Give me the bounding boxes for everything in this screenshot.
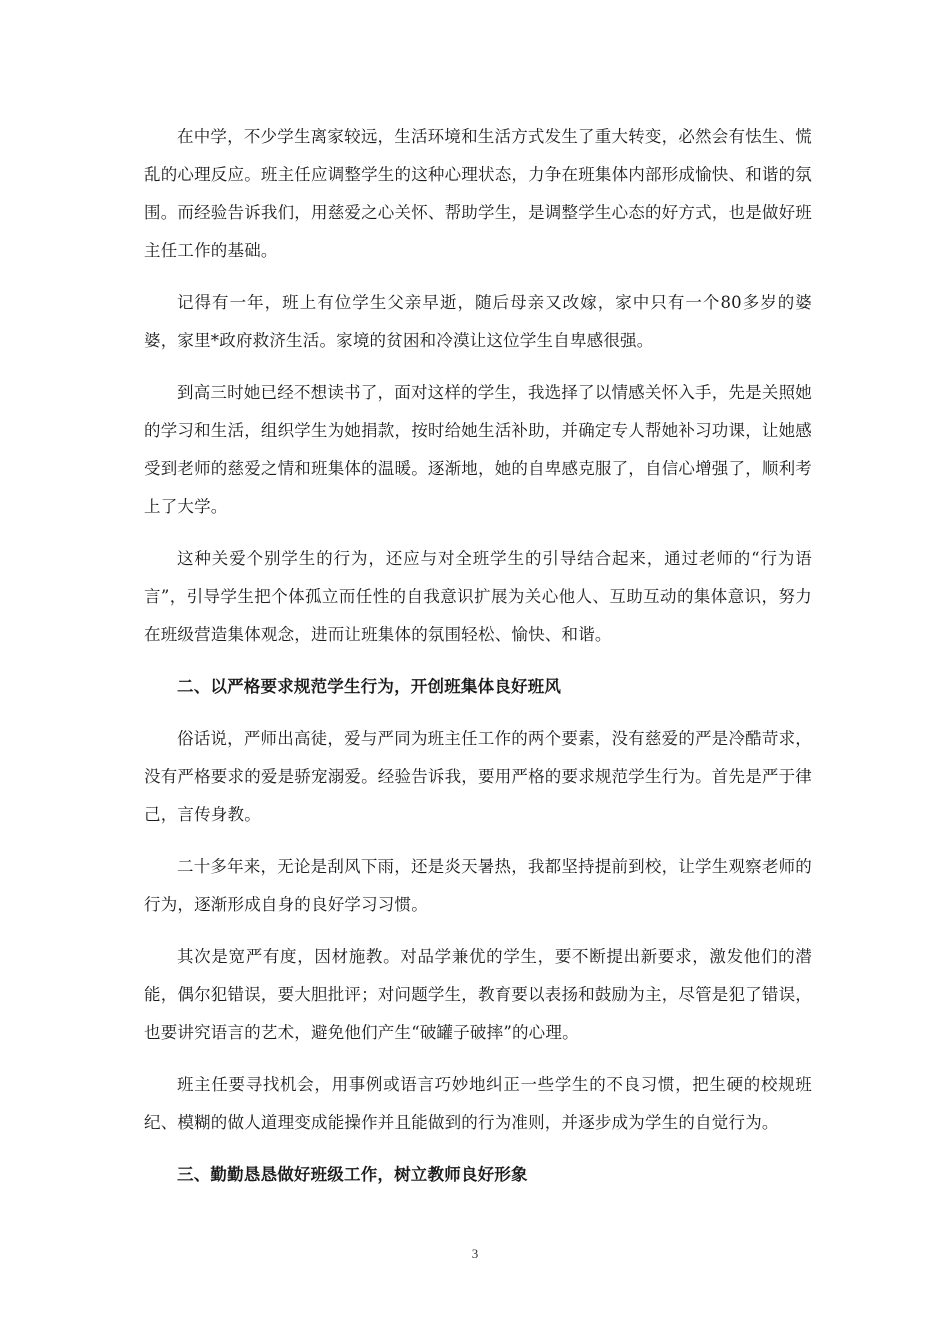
body-paragraph: 其次是宽严有度，因材施教。对品学兼优的学生，要不断提出新要求，激发他们的潜能，偶尔犯错误，要大胆批评；对问题学生，教育要以表扬和鼓励为主，尽管是犯了错误，也要讲究语言的艺术，避免他们产生“破罐子破摔”的心理。 [144,947,812,1042]
body-paragraph: 记得有一年，班上有位学生父亲早逝，随后母亲又改嫁，家中只有一个80多岁的婆婆，家里*政府救济生活。家境的贫困和冷漠让这位学生自卑感很强。 [144,293,812,350]
body-paragraph: 班主任要寻找机会，用事例或语言巧妙地纠正一些学生的不良习惯，把生硬的校规班纪、模糊的做人道理变成能操作并且能做到的行为准则，并逐步成为学生的自觉行为。 [144,1075,812,1132]
body-paragraph: 这种关爱个别学生的行为，还应与对全班学生的引导结合起来，通过老师的“行为语言”，引导学生把个体孤立而任性的自我意识扩展为关心他人、互助互动的集体意识，努力在班级营造集体观念，进而让班集体的氛围轻松、愉快、和谐。 [144,549,812,644]
section-heading: 三、勤勤恳恳做好班级工作，树立教师良好形象 [177,1165,528,1184]
body-paragraph: 到高三时她已经不想读书了，面对这样的学生，我选择了以情感关怀入手，先是关照她的学习和生活，组织学生为她捐款，按时给她生活补助，并确定专人帮她补习功课，让她感受到老师的慈爱之情和班集体的温暖。逐渐地，她的自卑感克服了，自信心增强了，顺利考上了大学。 [144,383,812,516]
section-heading: 二、以严格要求规范学生行为，开创班集体良好班风 [177,677,562,696]
body-paragraph: 二十多年来，无论是刮风下雨，还是炎天暑热，我都坚持提前到校，让学生观察老师的行为，逐渐形成自身的良好学习习惯。 [144,857,812,914]
page-number: 3 [471,1246,479,1261]
body-paragraph: 俗话说，严师出高徒，爱与严同为班主任工作的两个要素，没有慈爱的严是冷酷苛求，没有严格要求的爱是骄宠溺爱。经验告诉我，要用严格的要求规范学生行为。首先是严于律己，言传身教。 [144,729,812,824]
body-paragraph: 在中学，不少学生离家较远，生活环境和生活方式发生了重大转变，必然会有怯生、慌乱的心理反应。班主任应调整学生的这种心理状态，力争在班集体内部形成愉快、和谐的氛围。而经验告诉我们，用慈爱之心关怀、帮助学生，是调整学生心态的好方式，也是做好班主任工作的基础。 [144,127,812,260]
page-body [144,118,812,1208]
